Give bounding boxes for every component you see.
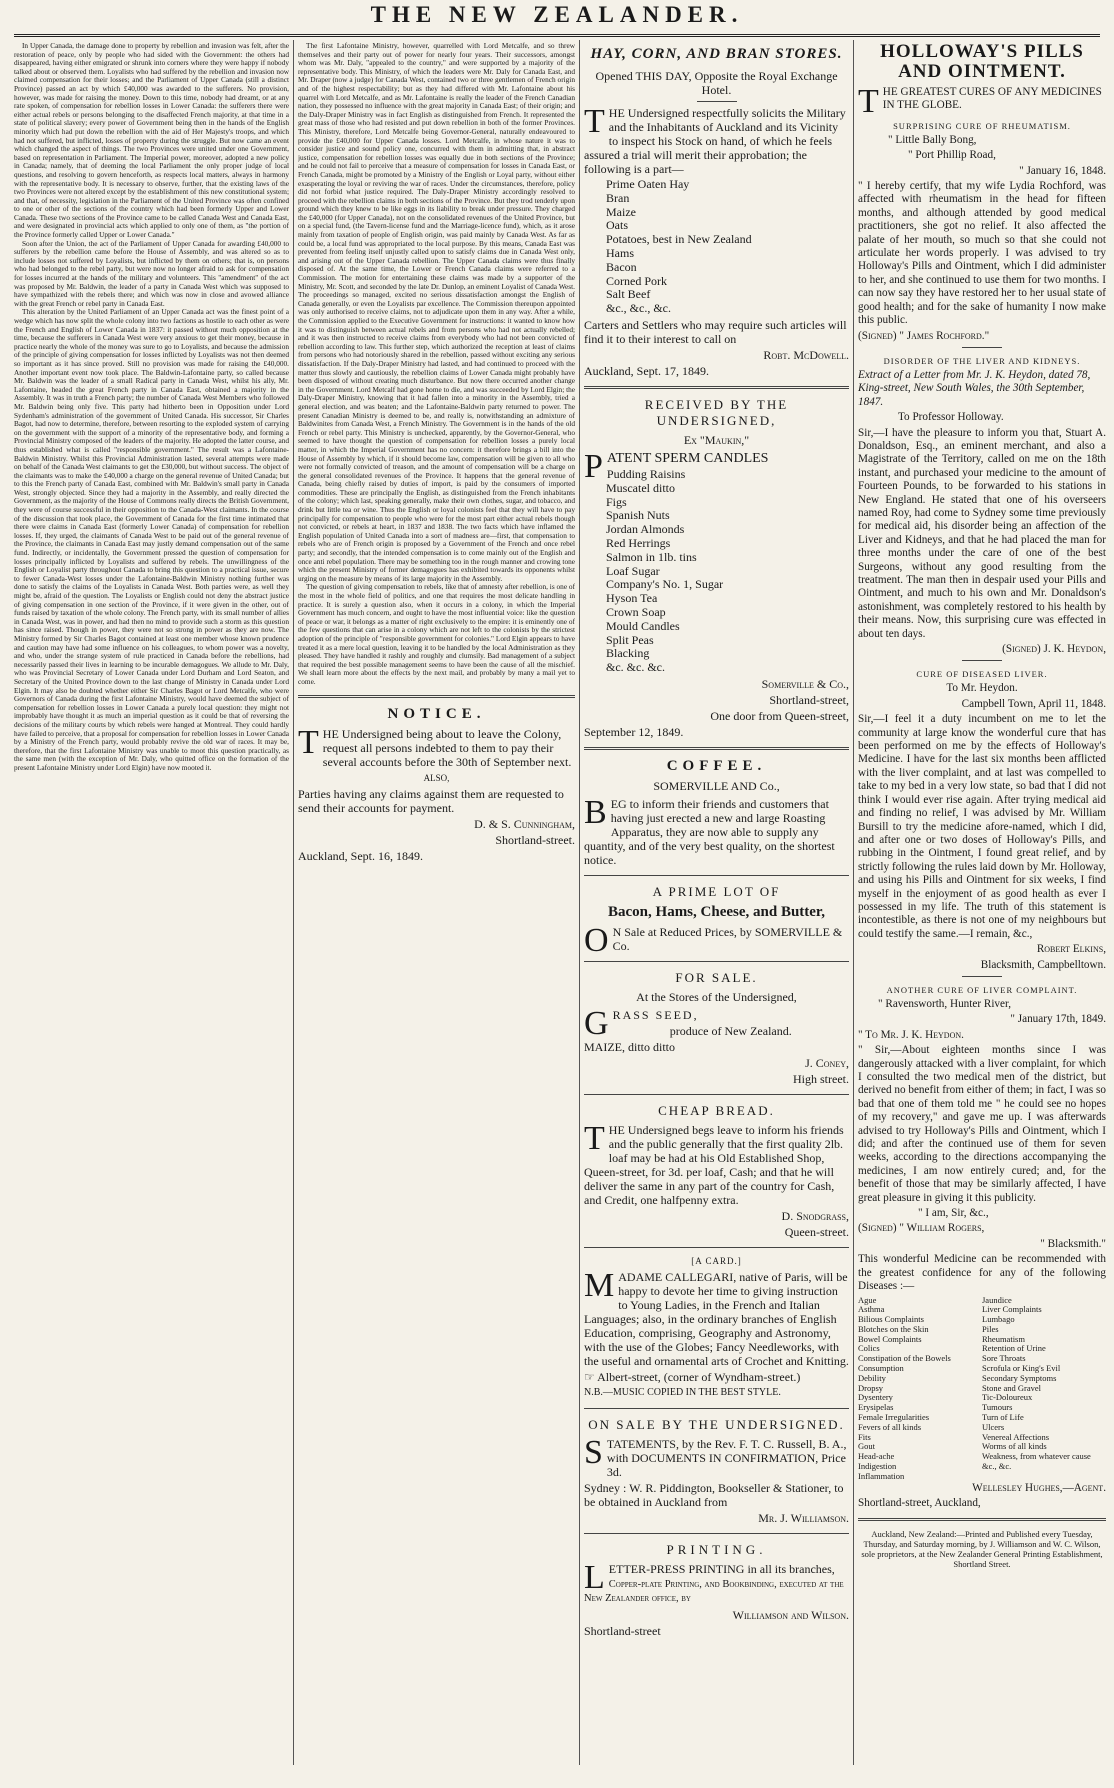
list-item: Fits [858, 1431, 871, 1442]
list-item: Ague [858, 1294, 877, 1305]
list-item: Sore Throats [982, 1353, 1026, 1364]
drop-cap: T [298, 723, 319, 761]
forsale-grass: RASS SEED, [612, 1007, 699, 1022]
received-title: RECEIVED BY THE UNDERSIGNED, [644, 396, 789, 428]
divider [584, 961, 849, 962]
list-item: Stone and Gravel [982, 1382, 1042, 1393]
notice-body: HE Undersigned being about to leave the Colony, request all persons indebted to them to pay their several accounts before the 30th of September next. [322, 726, 572, 769]
divider [584, 1247, 849, 1248]
testimonial-line: " Little Bally Bong, [888, 133, 977, 146]
for-sale-ad [584, 970, 849, 1086]
list-item: Indigestion [858, 1461, 897, 1472]
divider [858, 1518, 1106, 1521]
list-item: Asthma [858, 1304, 885, 1315]
bread-title: CHEAP BREAD. [658, 1102, 775, 1118]
list-item: Ulcers [982, 1421, 1005, 1432]
forsale-line: At the Stores of the Undersigned, [636, 989, 797, 1004]
list-item: Split Peas [606, 632, 654, 647]
divider [584, 1408, 849, 1409]
letter-to: To Professor Holloway. [898, 411, 1004, 424]
list-item: Weakness, from whatever cause [982, 1451, 1091, 1462]
list-item: &c., &c. [982, 1461, 1012, 1472]
drop-cap: G [584, 1004, 609, 1042]
column-2-article [298, 42, 575, 1762]
coffee-title: COFFEE. [666, 757, 767, 774]
bread-address: Queen-street. [784, 1224, 849, 1239]
column-1-article [14, 42, 289, 1762]
onsale-sydney: Sydney : W. R. Piddington, Bookseller & Stationer, to be obtained in Auckland from [584, 1480, 844, 1509]
list-item: Mould Candles [606, 618, 680, 633]
list-item: Bilious Complaints [858, 1314, 924, 1325]
received-date: September 12, 1849. [584, 724, 684, 739]
list-item: Hams [606, 245, 634, 260]
list-item: Scrofula or King's Evil [982, 1363, 1061, 1374]
printing-title: PRINTING. [666, 1541, 767, 1557]
notice-address: Shortland-street. [495, 832, 575, 847]
hay-body: HE Undersigned respectfully solicits the Military and the Inhabitants of Auckland and its Vicinity to inspect his Stock on hand, of which he feels assured a trial will merit their approbation; the following is a part— [584, 106, 846, 176]
received-first: ATENT SPERM CANDLES [606, 450, 769, 466]
hay-date: Auckland, Sept. 17, 1849. [584, 363, 709, 378]
drop-cap: T [584, 103, 605, 140]
list-item: Dropsy [858, 1382, 884, 1393]
hay-footer: Carters and Settlers who may require such articles will find it to their interest to call on [584, 317, 847, 346]
list-item: Liver Complaints [982, 1304, 1042, 1315]
bread-body: HE Undersigned begs leave to inform his friends and the public generally that the first quality 2lb. loaf may be had at his Old Established Shop, Queen-street, for 3d. per loaf, Cash; and that he will deliver the same in any part of the country for Cash, and Credit, one halfpenny extra. [584, 1122, 844, 1207]
letter-extract-heading: Extract of a Letter from Mr. J. K. Heydon, dated 78, King-street, New South Wales, the 30th September, 1847. [858, 368, 1091, 408]
divider [584, 747, 849, 750]
holloway-intro: HE GREATEST CURES OF ANY MEDICINES IN THE GLOBE. [882, 86, 1102, 112]
drop-cap: B [584, 793, 607, 831]
list-item: Dysentery [858, 1392, 893, 1403]
prime-bold: Bacon, Hams, Cheese, and Butter, [608, 903, 825, 920]
column-4-holloway [858, 42, 1106, 1742]
list-item: Hyson Tea [606, 591, 658, 606]
article-paragraph: Soon after the Union, the act of the Parliament of Upper Canada for awarding £40,000 to sufferers by the rebellion came before the House of Assembly, and was altered so as to include losses not suffered by Loyalists, but inflicted by them on others; that is, on persons who had belonged to the rebel party, but were now no longer afraid to ask for compensation for losses incurred at the hands of the military and volunteers. This "amendment" of the act was proposed by Mr. Baldwin, the leader of a party in Canada West which was supposed to have sympathized with the rebels there; and which was now in close and avowed alliance with the great French or rebel party in Canada East. [14, 238, 289, 308]
list-item: Fevers of all kinds [858, 1421, 922, 1432]
recommend-text: This wonderful Medicine can be recommended with the greatest confidence for any of the following Diseases :— [858, 1253, 1106, 1293]
drop-cap: M [584, 1266, 615, 1304]
list-item: Figs [606, 494, 627, 509]
forsale-produce: produce of New Zealand. [669, 1023, 792, 1038]
list-item: Corned Pork [606, 273, 667, 288]
hay-items [606, 178, 849, 316]
prime-lot-ad [584, 883, 849, 959]
short-rule [962, 976, 1002, 977]
coffee-sub: SOMERVILLE AND Co., [653, 778, 780, 793]
list-item: Jaundice [982, 1294, 1012, 1305]
list-item: Consumption [858, 1363, 904, 1374]
letter-to: To Mr. Heydon. [946, 682, 1018, 695]
list-item: Red Herrings [606, 535, 671, 550]
subheading: ANOTHER CURE OF LIVER COMPLAINT. [886, 984, 1078, 995]
testimonial-signature-2: Blacksmith, Campbelltown. [980, 958, 1106, 971]
notice-title: NOTICE. [387, 705, 486, 722]
card-body: ADAME CALLEGARI, native of Paris, will be happy to devote her time to giving instruction to Young Ladies, in the French and Italian Languages; also, in the ordinary branches of English Education, comprising, Geography and Astronomy, with the use of the Globes; Fancy Needleworks, with the useful and ornamental arts of Crochet and Knitting. [584, 1269, 849, 1368]
list-item: Bacon [606, 259, 637, 274]
list-item: Gout [858, 1441, 875, 1452]
forsale-maize: MAIZE, ditto ditto [584, 1039, 675, 1054]
letter-to: " To Mr. J. K. Heydon. [858, 1028, 964, 1041]
drop-cap: S [584, 1433, 603, 1471]
notice-ad [298, 706, 575, 863]
column-3-ads [584, 42, 849, 1742]
testimonial-signature: Robert Elkins, [1036, 943, 1106, 956]
notice-date: Auckland, Sept. 16, 1849. [298, 848, 423, 863]
letter-heading: " Ravensworth, Hunter River, [878, 997, 1012, 1010]
received-ex: Ex "Maukin," [683, 432, 750, 447]
printing-signature: Williamson and Wilson. [732, 1607, 849, 1622]
list-item: Pudding Raisins [606, 466, 686, 481]
drop-cap: T [584, 1119, 605, 1157]
list-item: Salmon in 1lb. tins [606, 549, 697, 564]
received-ad [584, 397, 849, 739]
list-item: Blacking [606, 646, 650, 661]
letter-heading: " January 17th, 1849. [1010, 1013, 1106, 1026]
subheading: DISORDER OF THE LIVER AND KIDNEYS. [883, 355, 1081, 366]
divider [584, 386, 849, 389]
letter-close: " I am, Sir, &c., [918, 1207, 989, 1220]
masthead-rule [14, 34, 1100, 37]
bread-signature: D. Snodgrass, [781, 1208, 849, 1223]
testimonial-line: " January 16, 1848. [1019, 164, 1106, 177]
list-item: Maize [606, 204, 636, 219]
drop-cap: T [858, 83, 879, 120]
printing-address: Shortland-street [584, 1623, 661, 1638]
list-item: Blotches on the Skin [858, 1323, 929, 1334]
article-paragraph: The question of giving compensation to rebels, like that of amnesty after rebellion, is one of the most in the whole field of politics, and one that requires the most delicate handling in practice. It is surely a question also, when it occurs in a colony, in which the Imperial Government has much concern, and ought to have the most influential voice: like the question of peace or war, it belongs as a matter of right exclusively to the empire: it is eminently one of the few questions that can arise in a colony which are not left to the colonists by the strictest adoption of the principle of "responsible government for colonies." Lord Elgin appears to have treated it as a mere local question, leaving it to be handled by the local Administration as they pleased. They have handled it rashly and roughly and clumsily. Bad management of a subject that required the best possible management seems to have been the cause of all the mischief. We shall learn more about the effects by the next mail, and probably by many a mail yet to come. [298, 582, 575, 686]
testimonial-signature: (Signed) " William Rogers, [858, 1222, 985, 1235]
card-nb: N.B.—MUSIC COPIED IN THE BEST STYLE. [584, 1386, 781, 1398]
drop-cap: P [584, 447, 603, 485]
drop-cap: O [584, 921, 609, 959]
subheading: SURPRISING CURE OF RHEUMATISM. [893, 120, 1071, 131]
article-paragraph: The first Lafontaine Ministry, however, quarrelled with Lord Metcalfe, and so threw themselves and their party out of power for nearly four years. Their successors, amongst whom was Mr. Daly, "appealed to the country," and were supported by a majority of the representative body. This Ministry, of which the leaders were Mr. Daly for Canada East, and Mr. Draper (now a judge) for Canada West, contained two or three gentlemen of French origin and of the highest respectability; but as they had differed with Mr. Lafontaine about his quarrel with Lord Metcalfe, and as Mr. Lafontaine is really the leader of the French Canadian nation, they possessed no influence with the great majority in Canada East; of their origin; and the Daly-Draper Ministry was in fact English as distinguished from French. It represented the great mass of those who had resisted and put down rebellion in both of the former Provinces. This Ministry, therefore, Lord Metcalfe being Governor-General, naturally endeavoured to provide the £40,000 for Upper Canada losses. Lord Metcalfe, in whose nature it was to consider justice and sound policy one, concurred with them in admitting that, in abstract justice, compensation for rebellion losses was equally due in both sections of the Province; and he could not fail to perceive that a measure of compensation for losses in Canada East, or French Canada, might be promoted by a Ministry of the English or Loyal party, without either exasperating the loyal or reviving the war of races. Under the circumstances, therefore, policy did not forbid what justice required. The Daly-Draper Ministry accordingly resolved to proceed with the rebellion claims in both sections of the Province. But they trod tenderly upon ground which they knew to be like eggs in its liability to break under pressure. They charged the £40,000 (for Upper Canada), not on the consolidated revenues of the United Province, but on a special fund, (the Tavern-license fund and the Marriage-licence fund), which, as it arose mainly from taxation of people of English origin, was paid mainly by Canada West. As far as could be, a local fund was appropriated to the local purpose. By this means, Canada East was prevented from feeling itself unjustly called upon to satisfy claims due in Canada West only, and arising out of the Upper Canada rebellion. The Upper Canada claims were thus finally disposed of. At the same time, the Lower or French Canada claims were referred to a Commission. The motion for entertaining these claims was made by a supporter of the Ministry, Mr. Scott, and seconded by the late Dr. Dunlop, an eminent Loyalist of Canada West. The proceedings so managed, excited no serious dissatisfaction amongst the English of Canada generally, or even the Loyalists par excellence. The Commission thereupon appointed was only authorised to receive claims, not to adjudicate upon them in any way. After a while, the Commission applied to the Executive Government for instructions: it wanted to know how it was to distinguish between actual rebels and from persons who had not actually rebelled; and it was then instructed to receive claims from everybody who had not been convicted of rebellion according to law. This further step, which authorized the reception at least of claims from persons who had notoriously shared in the rebellion, passed without exciting any serious dissatisfaction. If the Daly-Draper Ministry had lasted, and had continued to proceed with the matter thus slowly and cautiously, the rebellion claims of Lower Canada might probably have been disposed of without creating much disturbance. But now there occurred another change in the Government. Lord Metcalf had gone home to die, and was succeeded by Lord Elgin; the Daly-Draper Ministry, knowing that it had fallen into a minority in the Assembly, tried a general election, and was beaten; and the Lafontaine-Baldwin party returned to power. The present Canadian Ministry is deemed to be, and really is, notwithstanding an admixture of Baldwinites from Canada West, a French Ministry. The Government is in the hands of the old French or rebel party. This Ministry is unchecked, apparently, by the Governor-General, who seemed to have thought the question of compensation for rebellion losses a purely local matter, in which the Imperial Government has no concern: it therefore brings a bill into the House of Assembly by which, if it should become law, compensation will be given to all who were not formally convicted of treason, and the amount of compensation will be a charge on the general consolidated revenues of the Province. It happens that the general revenue of Canada, being chiefly raised by duties of import, is paid by the consumers of imported commodities. These are principally the English, as distinguished from the French inhabitants of the colony; which last, speaking generally, make their own clothes, sugar, and tobacco, and drink but little tea or wine. Thus the English or loyal colonists feel that they will have to pay principally for compensation to people who were for the most part either actual rebels though not convicted, or rebels at heart, in 1837 and 1838. The two facts which have inflamed the English population of United Canada into a sort of madness are—first, that compensation to rebels who are of French origin is proposed by a Government of the French and once rebel party; and secondly, that the intended compensation is to come mainly out of the English and once anti rebel population. There may be something too in the rough manner and crowing tone which the present Ministry of former demagogues has exhibited towards its opponents whilst urging on the measure by means of its large majority in the Assembly. [298, 42, 575, 583]
notice-signature: D. & S. Cunningham, [474, 816, 575, 831]
testimonial-signature-2: " Blacksmith." [1040, 1237, 1106, 1250]
onsale-title: ON SALE BY THE UNDERSIGNED. [588, 1416, 845, 1432]
received-signature: Somerville & Co., [761, 676, 849, 691]
list-item: Tumours [982, 1402, 1013, 1413]
list-item: Jordan Almonds [606, 522, 685, 537]
list-item: Lumbago [982, 1314, 1015, 1325]
received-address-2: One door from Queen-street, [710, 708, 849, 723]
printing-body: ETTER-PRESS PRINTING in all its branches, [608, 1561, 835, 1576]
forsale-address: High street. [793, 1071, 849, 1086]
list-item: Tic-Doloureux [982, 1392, 1033, 1403]
list-item: Salt Beef [606, 287, 651, 302]
subheading: CURE OF DISEASED LIVER. [916, 669, 1048, 680]
testimonial-body: Sir,—I feel it a duty incumbent on me to let the community at large know the wonderful cure that has been performed on me by the effects of Holloway's Medicine. I have for the last six months been afflicted with the liver complaint, and at last was compelled to take to my bed in a very low state, so bad that I did not think I would ever rise again. After trying medical aid and finding no relief, I was advised by Mr. William Bursill to try the medicine afore-named, which I did, and after one or two doses of Holloway's Pills, and rubbing in the Ointment, I found great relief, and by strictly following the rules laid down by Mr. Holloway, and using his Pills and Ointment for six weeks, I find myself in the enjoyment of as good health as ever I possessed in my life. The truth of this statement is incontestible, as there is not one of my neighbours but could testify the same.—I remain, &c., [858, 713, 1106, 940]
list-item: Venereal Affections [982, 1431, 1050, 1442]
list-item: Female Irregularities [858, 1412, 930, 1423]
column-divider [293, 40, 294, 1765]
article-paragraph: In Upper Canada, the damage done to property by rebellion and invasion was felt, after the restoration of peace, only by people who had sided with the Government: the others had disappeared, having either emigrated or shrunk into corners where they were happy if nobody talked about or observed them. Loyalists who had suffered by the rebellion and invasion now claimed compensation for their losses; and the Parliament of Upper Canada (still a distinct Province) passed an act by which £40,000 was awarded to the sufferers. No provision, however, was made for raising the money. Down to this time, nobody had dreamt, or at any rate spoken, of compensation for rebellion losses in Lower Canada: the sufferers there were either actual rebels or persons belonging to the disaffected French majority, at that time in a state of political slavery; every power of Government being then in the hands of the English minority which had put down the rebellion with the aid of Her Majesty's troops, and which had not suffered, but inflicted, losses of property during the struggle. But now came an event which changed the aspect of things. The two Provinces were united under one Government, based on representation in Parliament. The Imperial power, moreover, adopted a new policy in Canada; namely, that of deeming the local Parliament the only proper judge of local questions, and resolving to govern henceforth, as respects local matters, always in harmony with the representative body. It is necessary to observe, further, that the existing laws of the two Provinces were not altered except by the establishment of this new constitutional system; and that, of necessity, legislation in the Parliament of the United Province was often confined to one or other of the sections of the country which had been formerly Upper and Lower Canada. These two sections of the Province came to be called Canada West and Canada East, and were designated in provincial acts which applied to only one of them, as "the portion of the Province formerly called Upper or Lower Canada." [14, 42, 289, 240]
card-ad [584, 1256, 849, 1400]
list-item: &c., &c., &c. [606, 301, 671, 316]
list-item: Head-ache [858, 1451, 895, 1462]
letter-date: Campbell Town, April 11, 1848. [961, 697, 1106, 710]
list-item: Crown Soap [606, 604, 666, 619]
list-item: Bowel Complaints [858, 1333, 922, 1344]
testimonial-signature: (Signed) " James Rochford." [858, 329, 990, 342]
received-items [606, 468, 849, 675]
list-item: Erysipelas [858, 1402, 894, 1413]
colophon: Auckland, New Zealand:—Printed and Published every Tuesday, Thursday, and Saturday morning, by J. Williamson and W. C. Wilson, sole proprietors, at the New Zealander General Printing Establishment, Shortland Street. [861, 1529, 1103, 1570]
list-item: Muscatel ditto [606, 480, 675, 495]
prime-body: N Sale at Reduced Prices, by SOMERVILLE & Co. [612, 924, 843, 953]
hay-ad [584, 46, 849, 378]
list-item: Loaf Sugar [606, 563, 660, 578]
list-item: Secondary Symptoms [982, 1372, 1057, 1383]
list-item: Company's No. 1, Sugar [606, 577, 724, 592]
list-item: Piles [982, 1323, 999, 1334]
divider [584, 875, 849, 876]
list-item: Potatoes, best in New Zealand [606, 232, 752, 247]
short-rule [962, 347, 1002, 348]
agent-address: Shortland-street, Auckland, [858, 1497, 981, 1510]
hay-signature: Robt. McDowell. [763, 347, 849, 362]
testimonial-body: " I hereby certify, that my wife Lydia Rochford, was affected with rheumatism in the head for fifteen months, and although attended by good medical practitioners, she got no relief. It also affected the palate of her mouth, so much so that she could not articulate her words properly. I was advised to try Holloway's Pills and Ointment, which I did administer to her, and she continued to use them for two months. I can now say they have restored her to her usual state of good health; and for the sake of humanity I now make this public. [858, 180, 1106, 327]
diseases-left [858, 1296, 982, 1482]
short-rule [697, 101, 737, 102]
holloway-title: HOLLOWAY'S PILLS AND OINTMENT. [880, 42, 1084, 82]
drop-cap: L [584, 1558, 605, 1596]
column-divider [853, 40, 854, 1765]
received-address: Shortland-street, [769, 692, 849, 707]
list-item: Worms of all kinds [982, 1441, 1047, 1452]
agent-name: Wellesley Hughes,—Agent. [972, 1481, 1106, 1494]
notice-body-2: Parties having any claims against them are requested to send their accounts for payment. [298, 786, 564, 815]
divider [584, 1533, 849, 1534]
masthead-title: THE NEW ZEALANDER. [370, 2, 744, 27]
article-paragraph: This alteration by the United Parliament of an Upper Canada act was the finest point of a wedge which has now split the whole colony into two factions as hostile to each other as were the French and English of Lower Canada in 1837: it passed without much opposition at the time, because the sufferers in Canada West were very anxious to get their money, because in practice nearly the whole of the money was sure to go to Loyalists, and because the admission of the principle of giving compensation for losses inflicted by Loyalists was not then deemed so important as it has since proved. Still no provision was made for raising the £40,000. Another important event now took place. The Baldwin-Lafontaine party, so called because Mr. Baldwin was the leader of a small Radical party in Canada West, whilst his ally, Mr. Lafontaine, headed the great French party in Canada East, obtained a majority in the Assembly. It was in truth a French party; the number of Canada West Members who followed Mr. Baldwin being only five. This party had hitherto been in Opposition under Lord Sydenham's administration of the government of United Canada. His successor, Sir Charles Bagot, had now to determine, therefore, between resorting to the exploded system of carrying on the government with the support of a minority of the representative body, and forming a Provincial Ministry composed of the leaders of the majority. He adopted the latter course, and thus established what is called "responsible government." The result was a Lafontaine-Baldwin Ministry. Whilst this Provincial Administration lasted, several attempts were made on behalf of the Canada West claimants to get the £30,000, but without success. The object of the claimants was to make the £40,000 a charge on the general revenue of United Canada; but to this the French party of Canada East, combined with Mr. Baldwin's small party in Canada West, strongly objected. Since they had a majority in the Assembly, and really directed the Government, as the majority of the House of Commons really directs the British Government, they were of course successful in their opposition to the Canada-West claimants. In the course of the discussion that took place, the Government of Canada for the first time intimated that there were claims in Canada East (formerly Lower Canada) of compensation for rebellion losses. If, they urged, the claimants of Canada West to be paid out of the general revenue of the Province, the claimants in Canada East may justly demand compensation out of the same fund. Indirectly, or incidentally, the Government pressed the question of compensation for losses principally inflicted by Loyalists and suffered by rebels. The unwillingness of the English or Loyalist party throughout Canada to bring this question to a practical issue, secure to fewer Canada-West losses under the Lafontaine-Baldwin Ministry nothing further was done to satisfy the claims of the Loyalists in Canada West. Both parties were, as well they might be, afraid of the question. The Loyalists or English could not deny the abstract justice of giving compensation in one section of the Province, if it were given in the other, out of funds raised by taxation of the whole colony. The French party, with its small number of allies in Canada West, was in power, and had then no mind to provide such a storm as this question has since raised. Though in power, they were not so strong in power as they are now. The Ministry formed by Sir Charles Bagot contained at least one member whose known prudence and caution may have had some influence on his colleagues, to whom power was a novelty, and who, under the strange system of rule practiced in Canada before the rebellions, had necessarily passed their lives in learning to be incurable demagogues. We allude to Mr. Daly, who was Provincial Secretary of Lower Canada under Lord Durham and Lord Seaton, and Secretary of the United Province down to the last change of Ministry in Canada under Lord Elgin. It may also be doubted whether either Sir Charles Bagot or Lord Metcalfe, who were Governors of Canada during the first Lafontaine Ministry, would have deemed the subject of compensation for rebellion losses in Lower Canada a purely local question: they might not improbably have thought it as much an imperial question as it could be that of reversing the decisions of the military courts by which rebels were hanged at Montreal. They could hardly have failed to perceive, that a proposal for compensation for rebellion losses in Lower Canada by a Ministry of the French party, would probably revive the old war of races. It may be, therefore, that the first Lafontaine Ministry was unable to moot this question practically, as the same men (with the exception of Mr. Daly, who quitted office on the formation of the present Lafontaine Ministry under Lord Elgin) have now mooted it. [14, 307, 289, 772]
card-address: ☞ Albert-street, (corner of Wyndham-street.) [584, 1369, 801, 1384]
testimonial-body: " Sir,—About eighteen months since I was dangerously attacked with a liver complaint, for which I consulted the two medical men of the district, but derived no benefit from either of them; in fact, I was so bad that one of them told me " he could see no hopes of my recovery," and gave me up. I was afterwards advised to try Holloway's Pills and Ointment, which I did; and after the continued use of them for seven weeks, according to the directions accompanying the medicines, I am now entirely cured; and, for the benefit of those that may be similarly affected, I have great pleasure in giving it this publicity. [858, 1044, 1106, 1204]
list-item: Retention of Urine [982, 1343, 1046, 1354]
card-title: [A CARD.] [691, 1255, 742, 1266]
list-item: Bran [606, 190, 630, 205]
divider [298, 695, 575, 698]
list-item: Debility [858, 1372, 886, 1383]
list-item: Spanish Nuts [606, 508, 670, 523]
list-item: Prime Oaten Hay [606, 177, 690, 191]
testimonial-signature: (Signed) J. K. Heydon, [1002, 643, 1106, 656]
list-item: Constipation of the Bowels [858, 1353, 951, 1364]
list-item: Oats [606, 218, 628, 233]
notice-also: ALSO, [423, 772, 450, 783]
coffee-ad [584, 758, 849, 867]
list-item: Inflammation [858, 1470, 905, 1481]
hay-title: HAY, CORN, AND BRAN STORES. [590, 46, 843, 62]
testimonial-line: " Port Phillip Road, [908, 149, 996, 162]
printing-sub: Copper-plate Printing, and Bookbinding, executed at the New Zealander office, by [584, 1578, 844, 1604]
list-item: Rheumatism [982, 1333, 1025, 1344]
onsale-body: TATEMENTS, by the Rev. F. T. C. Russell, B. A., with DOCUMENTS IN CONFIRMATION, Price 3d. [606, 1436, 847, 1479]
divider [584, 1094, 849, 1095]
diseases-list [858, 1296, 1106, 1482]
printing-ad [584, 1542, 849, 1638]
on-sale-ad [584, 1417, 849, 1525]
diseases-right [982, 1296, 1106, 1482]
hay-opened: Opened THIS DAY, Opposite the Royal Exchange Hotel. [595, 69, 838, 97]
cheap-bread-ad [584, 1103, 849, 1239]
prime-title: A PRIME LOT OF [652, 883, 781, 899]
testimonial-body: Sir,—I have the pleasure to inform you that, Stuart A. Donaldson, Esq., an eminent merchant, and also a Magistrate of the Territory, called on me on the 18th instant, and purchased your medicine to the amount of Fourteen Pounds, to be forwarded to his stations in New England. He stated that one of his overseers named Roy, had come to Sydney some time previously for medical aid, his disorder being an affection of the Liver and Kidneys, and that he had placed the man for three months under the care of one of the best Surgeons, without any good resulting from the treatment. The man then in despair used your Pills and Ointment, and much to his own and Mr. Donaldson's astonishment, was completely restored to his health by their means. Now, this surprising cure was effected in about ten days. [858, 426, 1106, 640]
coffee-body: EG to inform their friends and customers that having just erected a new and large Roasting Apparatus, they are now able to supply any quantity, and of the very best quality, on the shortest notice. [584, 796, 835, 867]
column-divider [579, 40, 580, 1765]
forsale-title: FOR SALE. [675, 969, 758, 985]
list-item: &c. &c. &c. [606, 660, 665, 675]
list-item: Colics [858, 1343, 880, 1354]
list-item: Turn of Life [982, 1412, 1024, 1423]
onsale-signature: Mr. J. Williamson. [758, 1510, 849, 1525]
forsale-signature: J. Coney, [805, 1055, 849, 1070]
short-rule [962, 660, 1002, 661]
